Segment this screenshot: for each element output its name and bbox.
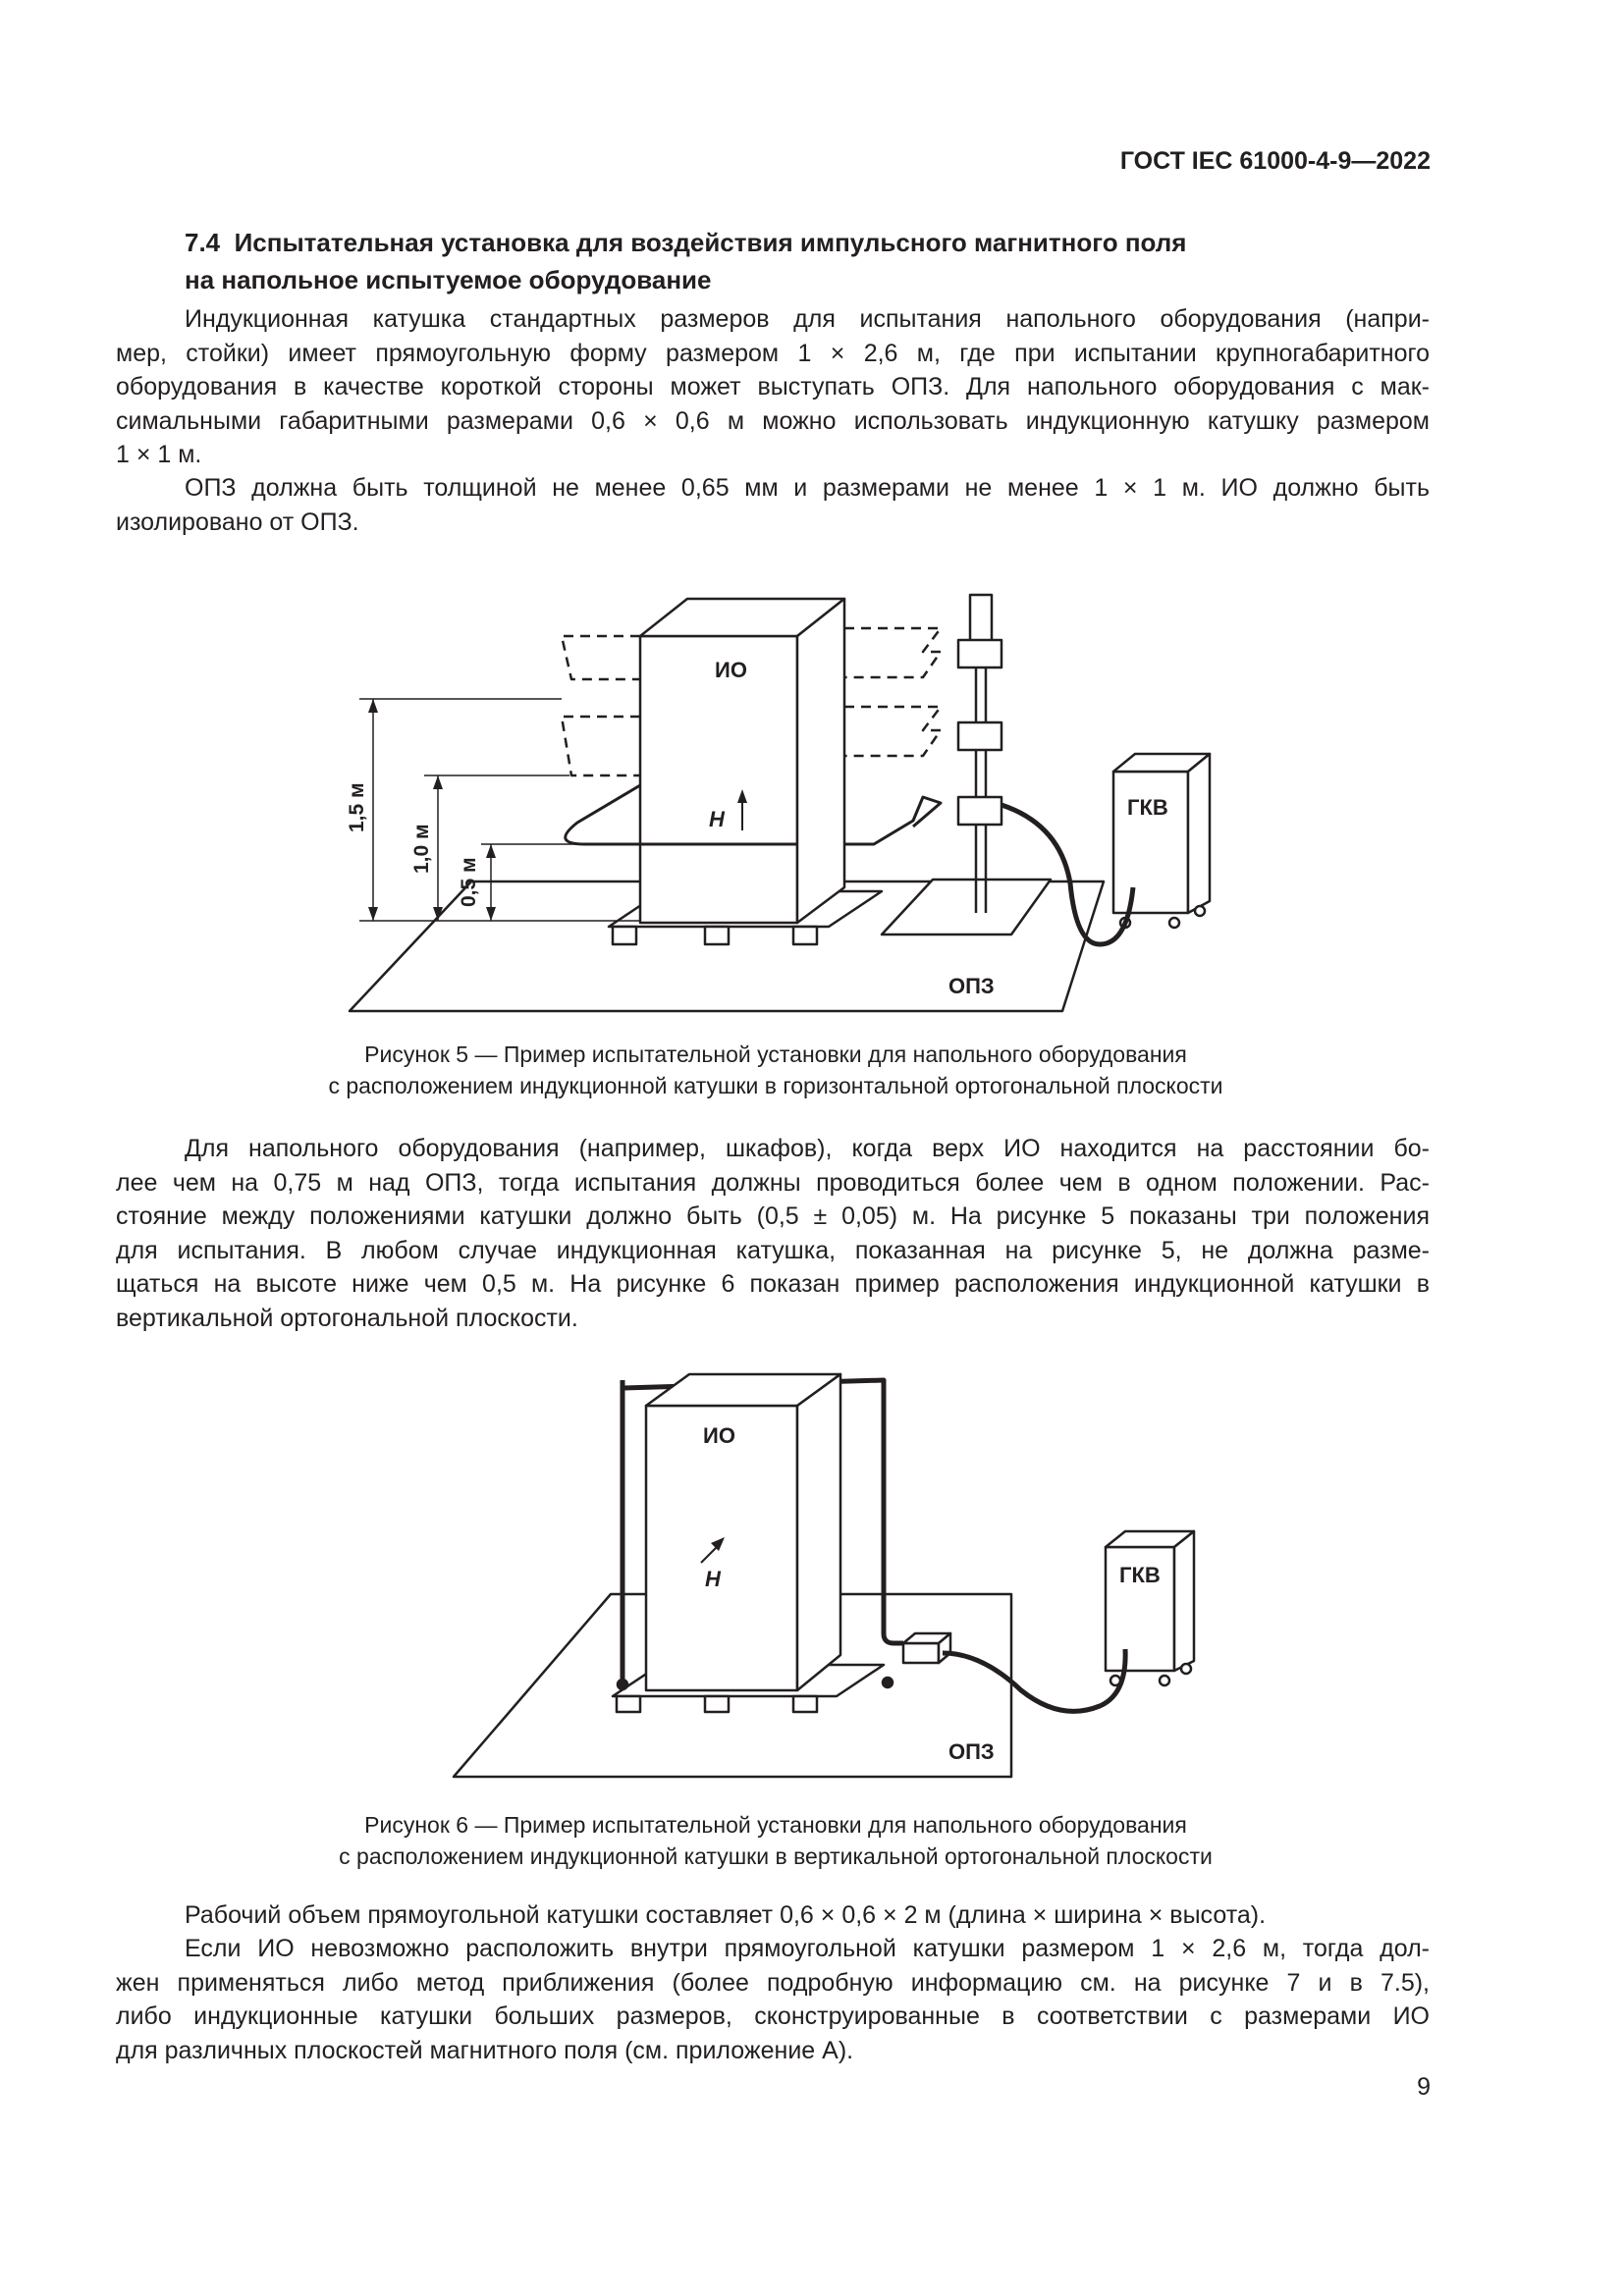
- caption-line: Рисунок 6 — Пример испытательной установки для напольного оборудования: [364, 1812, 1187, 1838]
- pallet-foot: [705, 1696, 729, 1712]
- dimension-label-0-5m: 0,5 м: [458, 857, 480, 907]
- label-ground-plane: ОПЗ: [948, 1739, 995, 1764]
- generator-wheel: [1181, 1664, 1191, 1674]
- pallet-foot: [793, 927, 817, 944]
- label-generator: ГКВ: [1119, 1563, 1161, 1587]
- connector-box: [903, 1643, 939, 1663]
- eut-box-side: [797, 599, 844, 923]
- label-eut: ИО: [715, 658, 747, 682]
- label-ground-plane: ОПЗ: [948, 974, 995, 998]
- paragraph-4: [116, 1898, 1430, 1933]
- caption-line: с расположением индукционной катушки в вертикальной ортогональной плоскости: [339, 1843, 1213, 1869]
- generator-side: [1188, 754, 1210, 913]
- pallet-foot: [793, 1696, 817, 1712]
- eut-box-side: [797, 1374, 840, 1690]
- generator-front: [1113, 772, 1188, 913]
- paragraph-3: [116, 1132, 1430, 1335]
- label-generator: ГКВ: [1127, 795, 1168, 820]
- text-line: симальными габаритными размерами 0,6 × 0,6 м можно использовать индукционную катушку размером: [116, 406, 1430, 435]
- text-line: изолировано от ОПЗ.: [116, 507, 359, 536]
- page-number: 9: [1417, 2073, 1431, 2101]
- dimension-label-1-0m: 1,0 м: [410, 824, 433, 874]
- caption-line: Рисунок 5 — Пример испытательной установки для напольного оборудования: [364, 1041, 1187, 1067]
- text-line: для различных плоскостей магнитного поля (см. приложение А).: [116, 2036, 854, 2064]
- pallet-foot: [617, 1696, 640, 1712]
- text-line: Для напольного оборудования (например, шкафов), когда верх ИО находится на расстоянии бо-: [185, 1135, 1430, 1162]
- text-line: Индукционная катушка стандартных размеров для испытания напольного оборудования (напри-: [185, 305, 1430, 333]
- figure-5-drawing: [0, 569, 1624, 1041]
- generator-side: [1174, 1531, 1194, 1671]
- text-line: лее чем на 0,75 м над ОПЗ, тогда испытания должны проводиться более чем в одном положении. Рас-: [116, 1168, 1430, 1197]
- section-number: 7.4: [185, 228, 221, 257]
- text-line: либо индукционные катушки больших размеров, сконструированные в соответствии с размерами ИО: [116, 2002, 1430, 2030]
- paragraph-2: [116, 471, 1430, 539]
- text-line: оборудования в качестве короткой стороны может выступать ОПЗ. Для напольного оборудования с мак-: [116, 373, 1430, 400]
- generator-wheel: [1195, 906, 1205, 916]
- figure-5-caption: [0, 1039, 1551, 1101]
- text-line: стояние между положениями катушки должно быть (0,5 ± 0,05) м. На рисунке 5 показаны три положения: [116, 1202, 1430, 1230]
- label-h-field: H: [705, 1567, 721, 1591]
- text-line: для испытания. В любом случае индукционная катушка, показанная на рисунке 5, не должна разме-: [116, 1236, 1430, 1264]
- text-line: Если ИО невозможно расположить внутри прямоугольной катушки размером 1 × 2,6 м, тогда дол-: [185, 1935, 1430, 1962]
- caption-line: с расположением индукционной катушки в горизонтальной ортогональной плоскости: [328, 1073, 1223, 1098]
- label-eut: ИО: [703, 1423, 735, 1448]
- generator-wheel: [1169, 918, 1179, 928]
- section-heading: [185, 224, 1432, 298]
- pallet-foot: [613, 927, 636, 944]
- section-title-line-2: на напольное испытуемое оборудование: [185, 265, 712, 294]
- text-line: ОПЗ должна быть толщиной не менее 0,65 мм и размерами не менее 1 × 1 м. ИО должно быть: [185, 474, 1430, 502]
- text-line: вертикальной ортогональной плоскости.: [116, 1304, 578, 1332]
- generator-wheel: [1160, 1676, 1169, 1685]
- pallet-foot: [705, 927, 729, 944]
- document-header: ГОСТ IEC 61000-4-9—2022: [1119, 147, 1431, 175]
- paragraph-5: [116, 1932, 1430, 2067]
- figure-6-drawing: [0, 1355, 1624, 1796]
- text-line: мер, стойки) имеет прямоугольную форму размером 1 × 2,6 м, где при испытании крупногабаритного: [116, 339, 1430, 367]
- label-h-field: H: [709, 807, 725, 831]
- paragraph-1: [116, 302, 1430, 472]
- dimension-label-1-5m: 1,5 м: [346, 782, 368, 832]
- text-line: 1 × 1 м.: [116, 441, 202, 468]
- eut-box-front: [646, 1406, 797, 1690]
- text-line: щаться на высоте ниже чем 0,5 м. На рисунке 6 показан пример расположения индукционной катушки в: [116, 1270, 1430, 1298]
- section-title-line-1: Испытательная установка для воздействия импульсного магнитного поля: [234, 228, 1187, 257]
- text-line: Рабочий объем прямоугольной катушки составляет 0,6 × 0,6 × 2 м (длина × ширина × высота).: [185, 1901, 1267, 1929]
- figure-6-caption: [0, 1809, 1551, 1872]
- text-line: жен применяться либо метод приближения (более подробную информацию см. на рисунке 7 и в 7.5),: [116, 1968, 1430, 1997]
